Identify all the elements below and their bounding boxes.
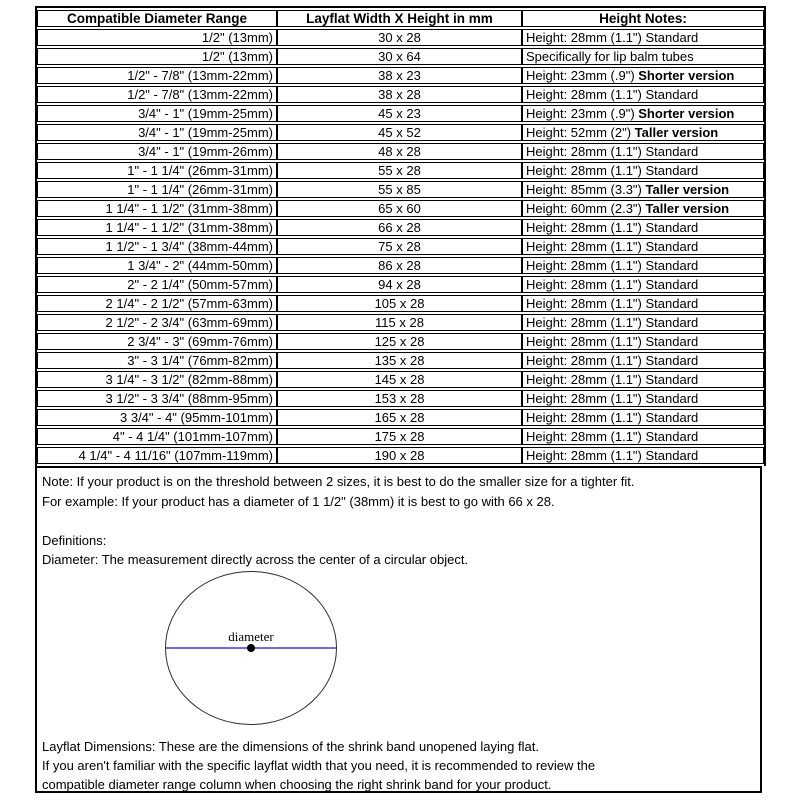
table-row xyxy=(37,29,764,46)
height-note-cell xyxy=(522,162,764,179)
diameter-range-cell: 1" - 1 1/4" (26mm-31mm) xyxy=(37,162,277,179)
table-row xyxy=(37,219,764,236)
note-text: Height: 28mm (1.1") Standard xyxy=(526,163,699,178)
layflat-cell: 75 x 28 xyxy=(277,238,522,255)
note-text: Height: 28mm (1.1") Standard xyxy=(526,277,699,292)
height-note-cell xyxy=(522,257,764,274)
note-text: Height: 28mm (1.1") Standard xyxy=(526,410,699,425)
diameter-diagram xyxy=(165,571,337,725)
diameter-range-cell: 3 1/4" - 3 1/2" (82mm-88mm) xyxy=(37,371,277,388)
table-row xyxy=(37,390,764,407)
note-text: Height: 28mm (1.1") Standard xyxy=(526,296,699,311)
note-text: Height: 60mm (2.3") xyxy=(526,201,646,216)
height-note-cell xyxy=(522,333,764,350)
layflat-cell: 38 x 28 xyxy=(277,86,522,103)
height-note-cell xyxy=(522,428,764,445)
diameter-range-cell: 3 3/4" - 4" (95mm-101mm) xyxy=(37,409,277,426)
layflat-cell: 175 x 28 xyxy=(277,428,522,445)
note-text: Height: 28mm (1.1") Standard xyxy=(526,315,699,330)
layflat-definition-1: Layflat Dimensions: These are the dimensions of the shrink band unopened laying flat. xyxy=(42,738,539,754)
layflat-cell: 190 x 28 xyxy=(277,447,522,464)
diameter-range-cell: 1/2" - 7/8" (13mm-22mm) xyxy=(37,86,277,103)
diameter-range-cell: 3 1/2" - 3 3/4" (88mm-95mm) xyxy=(37,390,277,407)
note-text: Height: 28mm (1.1") Standard xyxy=(526,258,699,273)
table-row xyxy=(37,86,764,103)
table-row xyxy=(37,143,764,160)
definitions-heading: Definitions: xyxy=(42,532,107,548)
layflat-cell: 66 x 28 xyxy=(277,219,522,236)
note-text: Specifically for lip balm tubes xyxy=(526,49,694,64)
note-text: Height: 28mm (1.1") Standard xyxy=(526,391,699,406)
layflat-cell: 94 x 28 xyxy=(277,276,522,293)
diameter-range-cell: 3/4" - 1" (19mm-26mm) xyxy=(37,143,277,160)
table-row xyxy=(37,428,764,445)
note-text: Height: 28mm (1.1") Standard xyxy=(526,144,699,159)
note-threshold: Note: If your product is on the threshold between 2 sizes, it is best to do the smaller size for a tighter fit. xyxy=(42,474,635,489)
diameter-range-cell: 4 1/4" - 4 11/16" (107mm-119mm) xyxy=(37,447,277,464)
note-text: Height: 23mm (.9") xyxy=(526,106,639,121)
note-text: Height: 28mm (1.1") Standard xyxy=(526,448,699,463)
note-bold: Shorter version xyxy=(638,106,735,121)
spacer-line xyxy=(42,511,755,531)
layflat-definition-3: compatible diameter range column when choosing the right shrink band for your product. xyxy=(42,776,552,792)
header-layflat: Layflat Width X Height in mm xyxy=(277,10,522,27)
diameter-label: diameter xyxy=(228,628,274,644)
diameter-range-cell: 3/4" - 1" (19mm-25mm) xyxy=(37,105,277,122)
height-note-cell xyxy=(522,143,764,160)
table-row xyxy=(37,352,764,369)
height-note-cell xyxy=(522,219,764,236)
table-row xyxy=(37,67,764,84)
height-note-cell xyxy=(522,67,764,84)
layflat-cell: 30 x 28 xyxy=(277,29,522,46)
table-row xyxy=(37,409,764,426)
diameter-range-cell: 4" - 4 1/4" (101mm-107mm) xyxy=(37,428,277,445)
note-bold: Shorter version xyxy=(638,68,735,83)
height-note-cell xyxy=(522,409,764,426)
layflat-cell: 135 x 28 xyxy=(277,352,522,369)
layflat-cell: 55 x 28 xyxy=(277,162,522,179)
diameter-range-cell: 3/4" - 1" (19mm-25mm) xyxy=(37,124,277,141)
height-note-cell xyxy=(522,48,764,65)
layflat-cell: 45 x 52 xyxy=(277,124,522,141)
diameter-range-cell: 1/2" - 7/8" (13mm-22mm) xyxy=(37,67,277,84)
layflat-cell: 115 x 28 xyxy=(277,314,522,331)
table-row xyxy=(37,162,764,179)
sizing-sheet xyxy=(35,6,762,793)
table-row xyxy=(37,257,764,274)
layflat-cell: 125 x 28 xyxy=(277,333,522,350)
height-note-cell xyxy=(522,447,764,464)
layflat-cell: 38 x 23 xyxy=(277,67,522,84)
diameter-definition: Diameter: The measurement directly across the center of a circular object. xyxy=(42,552,469,567)
table-row xyxy=(37,200,764,217)
table-row xyxy=(37,105,764,122)
note-text: Height: 28mm (1.1") Standard xyxy=(526,353,699,368)
header-diameter-range: Compatible Diameter Range xyxy=(37,10,277,27)
height-note-cell xyxy=(522,200,764,217)
table-row xyxy=(37,295,764,312)
note-text: Height: 85mm (3.3") xyxy=(526,182,646,197)
note-text: Height: 52mm (2") xyxy=(526,125,635,140)
height-note-cell xyxy=(522,276,764,293)
layflat-cell: 48 x 28 xyxy=(277,143,522,160)
note-example: For example: If your product has a diameter of 1 1/2" (38mm) it is best to go with 66 x 28. xyxy=(42,493,555,509)
center-dot-icon xyxy=(247,644,255,652)
note-bold: Taller version xyxy=(634,125,719,140)
layflat-cell: 145 x 28 xyxy=(277,371,522,388)
diameter-range-cell: 1/2" (13mm) xyxy=(37,29,277,46)
diameter-range-cell: 1/2" (13mm) xyxy=(37,48,277,65)
height-note-cell xyxy=(522,181,764,198)
layflat-cell: 30 x 64 xyxy=(277,48,522,65)
note-text: Height: 28mm (1.1") Standard xyxy=(526,87,699,102)
diameter-range-cell: 1 3/4" - 2" (44mm-50mm) xyxy=(37,257,277,274)
note-text: Height: 28mm (1.1") Standard xyxy=(526,429,699,444)
layflat-cell: 55 x 85 xyxy=(277,181,522,198)
table-row xyxy=(37,314,764,331)
note-text: Height: 28mm (1.1") Standard xyxy=(526,372,699,387)
height-note-cell xyxy=(522,124,764,141)
note-bold: Taller version xyxy=(645,182,730,197)
note-text: Height: 28mm (1.1") Standard xyxy=(526,220,699,235)
layflat-definition-2: If you aren't familiar with the specific layflat width that you need, it is recommended to review the xyxy=(42,757,596,773)
notes-box xyxy=(35,466,762,793)
layflat-cell: 86 x 28 xyxy=(277,257,522,274)
layflat-cell: 165 x 28 xyxy=(277,409,522,426)
table-row xyxy=(37,124,764,141)
layflat-cell: 105 x 28 xyxy=(277,295,522,312)
diameter-range-cell: 1" - 1 1/4" (26mm-31mm) xyxy=(37,181,277,198)
table-row xyxy=(37,371,764,388)
diameter-range-cell: 3" - 3 1/4" (76mm-82mm) xyxy=(37,352,277,369)
header-height-notes: Height Notes: xyxy=(522,10,764,27)
height-note-cell xyxy=(522,29,764,46)
layflat-cell: 45 x 23 xyxy=(277,105,522,122)
diameter-range-cell: 2 1/2" - 2 3/4" (63mm-69mm) xyxy=(37,314,277,331)
height-note-cell xyxy=(522,314,764,331)
height-note-cell xyxy=(522,105,764,122)
height-note-cell xyxy=(522,371,764,388)
table-row xyxy=(37,276,764,293)
height-note-cell xyxy=(522,390,764,407)
diameter-range-cell: 1 1/4" - 1 1/2" (31mm-38mm) xyxy=(37,200,277,217)
diameter-range-cell: 2 3/4" - 3" (69mm-76mm) xyxy=(37,333,277,350)
height-note-cell xyxy=(522,295,764,312)
layflat-definition-block xyxy=(42,737,755,794)
note-text: Height: 28mm (1.1") Standard xyxy=(526,30,699,45)
height-note-cell xyxy=(522,352,764,369)
note-text: Height: 28mm (1.1") Standard xyxy=(526,239,699,254)
diameter-range-cell: 1 1/2" - 1 3/4" (38mm-44mm) xyxy=(37,238,277,255)
note-bold: Taller version xyxy=(645,201,730,216)
diameter-range-cell: 2 1/4" - 2 1/2" (57mm-63mm) xyxy=(37,295,277,312)
height-note-cell xyxy=(522,238,764,255)
table-row xyxy=(37,181,764,198)
table-row xyxy=(37,48,764,65)
note-text: Height: 23mm (.9") xyxy=(526,68,639,83)
table-body xyxy=(37,29,764,464)
header-row xyxy=(37,10,764,27)
layflat-cell: 65 x 60 xyxy=(277,200,522,217)
height-note-cell xyxy=(522,86,764,103)
diameter-range-cell: 1 1/4" - 1 1/2" (31mm-38mm) xyxy=(37,219,277,236)
diameter-range-cell: 2" - 2 1/4" (50mm-57mm) xyxy=(37,276,277,293)
table-row xyxy=(37,333,764,350)
layflat-cell: 153 x 28 xyxy=(277,390,522,407)
note-text: Height: 28mm (1.1") Standard xyxy=(526,334,699,349)
sizing-table xyxy=(35,6,766,466)
table-row xyxy=(37,447,764,464)
table-row xyxy=(37,238,764,255)
